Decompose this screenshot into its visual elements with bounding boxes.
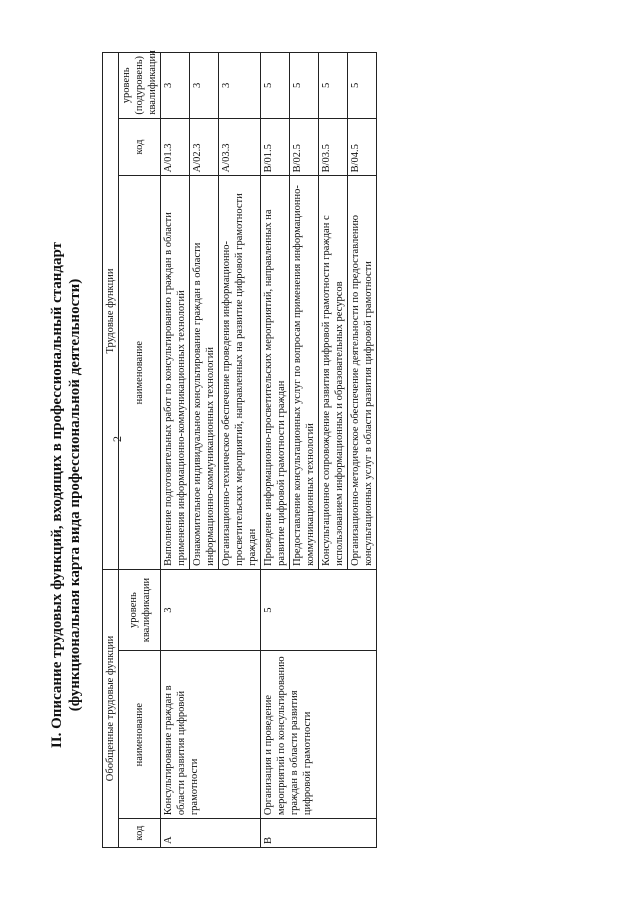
function-map-table: [102, 52, 377, 848]
function-level: 3: [219, 53, 261, 119]
name-header: наименование: [119, 651, 161, 819]
function-code-header: код: [119, 118, 161, 176]
function-name: Проведение информационно-просветительских мероприятий, направленных на развитие цифровой грамотности граждан: [261, 176, 290, 570]
function-code: A/03.3: [219, 118, 261, 176]
section-title: [48, 135, 84, 855]
function-level-header: уровень (подуровень) квалификации: [119, 53, 161, 119]
function-code: B/03.5: [319, 118, 348, 176]
function-name: Организационно-методическое обеспечение деятельности по предоставлению консультационных услуг в области развития цифровой грамотности: [348, 176, 377, 570]
function-name: Выполнение подготовительных работ по консультированию граждан в области применения информационно-коммуникационных технологий: [161, 176, 190, 570]
group-code: B: [261, 819, 377, 848]
function-code: B/01.5: [261, 118, 290, 176]
level-header: уровень квалификации: [119, 569, 161, 650]
generalized-header: Обобщенные трудовые функции: [103, 569, 119, 847]
function-name: Ознакомительное индивидуальное консультирование граждан в области информационно-коммуникационных технологий: [190, 176, 219, 570]
function-name: Организационно-техническое обеспечение проведения информационно-просветительских мероприятий, направленных на развитие цифровой грамотности граждан: [219, 176, 261, 570]
group-name: Консультирование граждан в области развития цифровой грамотности: [161, 651, 261, 819]
table-row: [161, 53, 190, 848]
section-title-line-1: II. Описание трудовых функций, входящих в профессиональный стандарт: [49, 241, 65, 749]
function-code: A/02.3: [190, 118, 219, 176]
function-code: B/04.5: [348, 118, 377, 176]
functions-header: Трудовые функции: [103, 53, 119, 570]
page-number: 2: [110, 436, 124, 442]
function-level: 5: [319, 53, 348, 119]
function-name: Предоставление консультационных услуг по вопросам применения информационно-коммуникационных технологий: [290, 176, 319, 570]
header-row-2: [119, 53, 161, 848]
function-level: 5: [348, 53, 377, 119]
function-code: A/01.3: [161, 118, 190, 176]
function-level: 3: [161, 53, 190, 119]
code-header: код: [119, 819, 161, 848]
group-name: Организация и проведение мероприятий по консультированию граждан в области развития цифровой грамотности: [261, 651, 377, 819]
function-level: 3: [190, 53, 219, 119]
header-row-1: [103, 53, 119, 848]
function-map-sheet: [102, 50, 374, 848]
group-level: 3: [161, 569, 261, 650]
function-name: Консультационное сопровождение развития цифровой грамотности граждан с использованием информационных и образовательных ресурсов: [319, 176, 348, 570]
section-title-line-2: (функциональная карта вида профессиональной деятельности): [67, 278, 83, 712]
function-level: 5: [261, 53, 290, 119]
table-row: [261, 53, 290, 848]
group-level: 5: [261, 569, 377, 650]
function-name-header: наименование: [119, 176, 161, 570]
group-code: A: [161, 819, 261, 848]
function-code: B/02.5: [290, 118, 319, 176]
function-level: 5: [290, 53, 319, 119]
